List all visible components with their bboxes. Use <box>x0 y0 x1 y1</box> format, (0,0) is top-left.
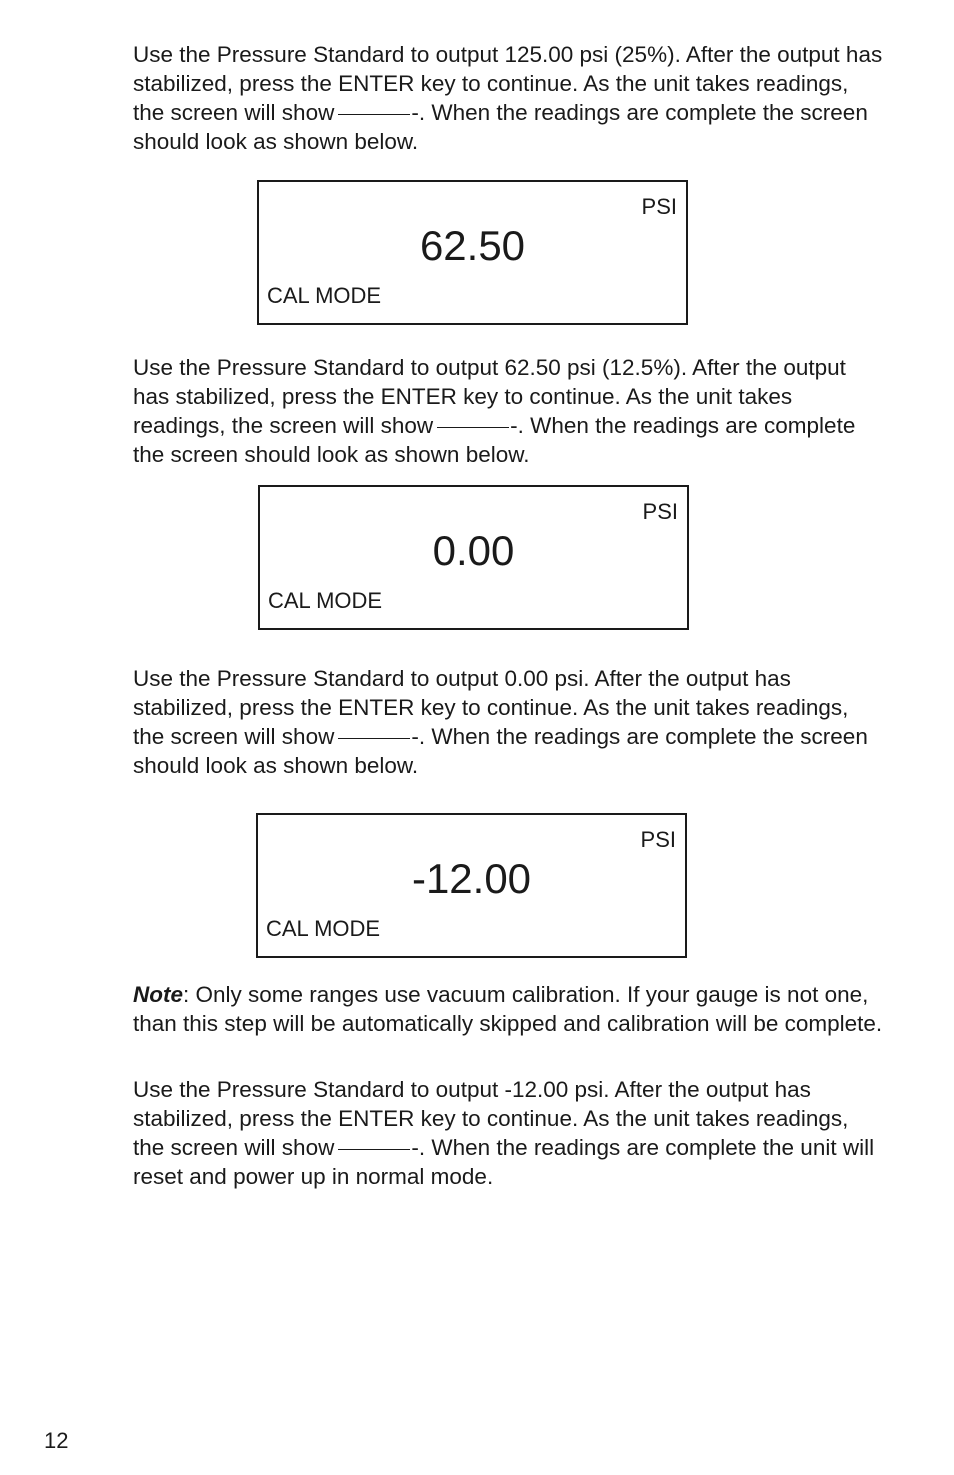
lcd-display-2 <box>258 485 689 630</box>
dash-line <box>338 114 410 115</box>
pressure-reading: 62.50 <box>419 222 526 269</box>
instruction-paragraph-3: Use the Pressure Standard to output 0.00 psi. After the output has stabilized, press the ENTER key to continue. As the unit takes readings, the screen will show -. When the readings are complete the screen should look as shown below. <box>133 666 868 778</box>
instruction-paragraph-2: Use the Pressure Standard to output 62.50 psi (12.5%). After the output has stabilized, press the ENTER key to continue. As the unit takes readings, the screen will show -. When the readings are complete the screen should look as shown below. <box>133 355 856 467</box>
mode-label: CAL MODE <box>268 588 383 613</box>
unit-label: PSI <box>641 194 677 219</box>
note-label: Note <box>133 982 183 1007</box>
unit-label: PSI <box>642 499 678 524</box>
note-paragraph: Note: Only some ranges use vacuum calibration. If your gauge is not one, than this step will be automatically skipped and calibration will be complete. <box>133 982 883 1036</box>
dash-line <box>338 738 410 739</box>
pressure-reading: 0.00 <box>432 527 515 574</box>
pressure-reading: -12.00 <box>411 855 532 902</box>
mode-label: CAL MODE <box>266 916 381 941</box>
dash-line <box>437 427 509 428</box>
lcd-display-3 <box>256 813 687 958</box>
instruction-paragraph-1: Use the Pressure Standard to output 125.00 psi (25%). After the output has stabilized, press the ENTER key to continue. As the unit takes readings, the screen will show -. When the readings are complete the screen should look as shown below. <box>133 42 883 154</box>
dash-line <box>338 1149 410 1150</box>
unit-label: PSI <box>640 827 676 852</box>
mode-label: CAL MODE <box>267 283 382 308</box>
instruction-paragraph-4: Use the Pressure Standard to output -12.00 psi. After the output has stabilized, press the ENTER key to continue. As the unit takes readings, the screen will show -. When the readings are complete the unit will reset and power up in normal mode. <box>133 1077 875 1189</box>
page-number: 12 <box>44 1428 69 1453</box>
lcd-display-1 <box>257 180 688 325</box>
